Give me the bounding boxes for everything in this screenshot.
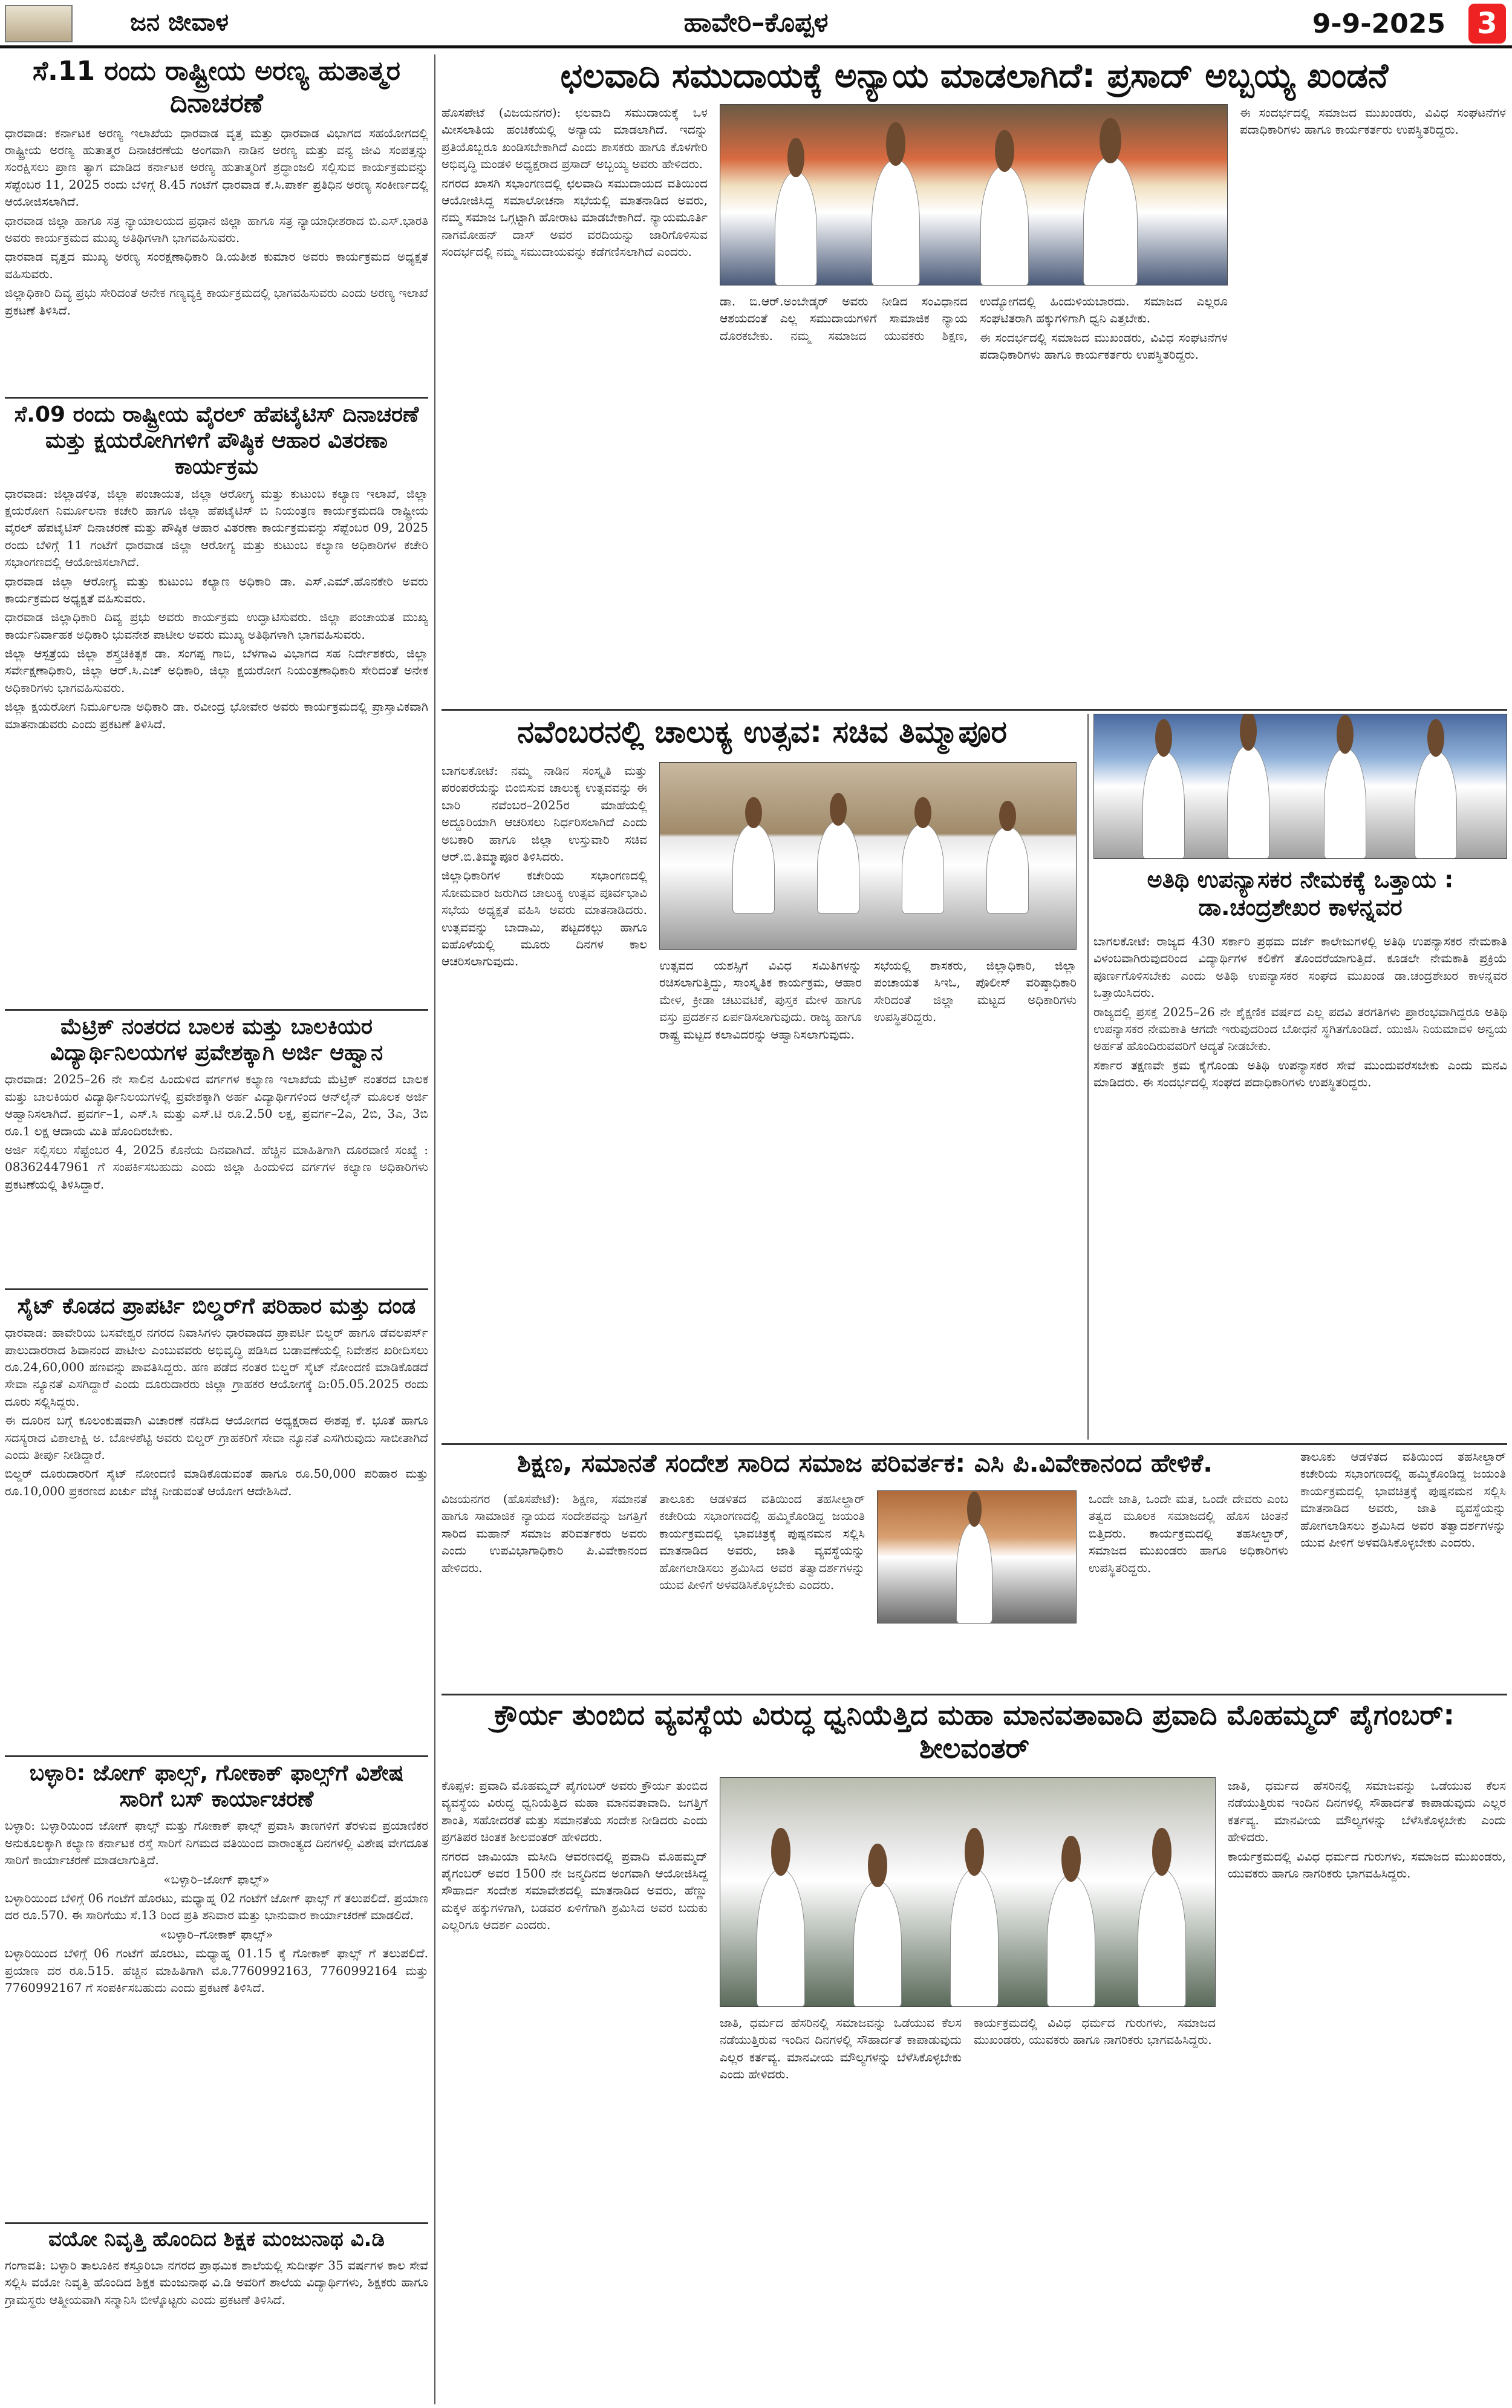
article-chalukya bbox=[442, 714, 1083, 1440]
paragraph: ಧಾರವಾಡ ಜಿಲ್ಲಾಧಿಕಾರಿ ದಿವ್ಯ ಪ್ರಭು ಅವರು ಕಾರ್ಯಕ್ರಮ ಉದ್ಘಾಟಿಸುವರು. ಜಿಲ್ಲಾ ಪಂಚಾಯತ ಮುಖ್ಯ ಕಾರ್ಯನಿರ್ವಾಹಕ ಅಧಿಕಾರಿ ಭುವನೇಶ ಪಾಟೀಲ ಅವರು ಮುಖ್ಯ ಅತಿಥಿಗಳಾಗಿ ಭಾಗವಹಿಸುವರು. bbox=[5, 610, 428, 642]
article-body-left bbox=[442, 104, 708, 703]
paragraph: ಬಳ್ಳಾರಿಯಿಂದ ಬೆಳಿಗ್ಗೆ 06 ಗಂಟೆಗೆ ಹೊರಟು, ಮಧ್ಯಾಹ್ನ 01.15 ಕ್ಕೆ ಗೋಕಾಕ್ ಫಾಲ್ಸ್ ಗೆ ತಲುಪಲಿದೆ. ಪ್ರಯಾಣ ದರ ರೂ.515. ಹೆಚ್ಚಿನ ಮಾಹಿತಿಗಾಗಿ ಮೊ.7760992163, 7760992164 ಮತ್ತು 7760992167 ಗೆ ಸಂಪರ್ಕಿಸಬಹುದು ಎಂದು ಪ್ರಕಟಣೆ ತಿಳಿಸಿದೆ. bbox=[5, 1946, 428, 1995]
article-body bbox=[1093, 933, 1507, 1435]
photo-gathering bbox=[720, 1777, 1216, 2007]
page-number: 3 bbox=[1468, 4, 1506, 44]
headline: ಮೆಟ್ರಿಕ್ ನಂತರದ ಬಾಲಕ ಮತ್ತು ಬಾಲಕಿಯರ ವಿದ್ಯಾರ್ಥಿನಿಲಯಗಳ ಪ್ರವೇಶಕ್ಕಾಗಿ ಅರ್ಜಿ ಆಹ್ವಾನ bbox=[50, 1014, 383, 1066]
paragraph: ಬಾಗಲಕೋಟೆ: ರಾಜ್ಯದ 430 ಸರ್ಕಾರಿ ಪ್ರಥಮ ದರ್ಜೆ ಕಾಲೇಜುಗಳಲ್ಲಿ ಅತಿಥಿ ಉಪನ್ಯಾಸಕರ ನೇಮಕಾತಿ ವಿಳಂಬವಾಗಿರುವುದರಿಂದ ವಿದ್ಯಾರ್ಥಿಗಳ ಕಲಿಕೆಗೆ ತೊಂದರೆಯಾಗುತ್ತಿದೆ. ಕೂಡಲೇ ನೇಮಕಾತಿ ಪ್ರಕ್ರಿಯೆ ಪೂರ್ಣಗೊಳಿಸಬೇಕು ಎಂದು ಅತಿಥಿ ಉಪನ್ಯಾಸಕರ ಸಂಘದ ಮುಖಂಡ ಡಾ.ಚಂದ್ರಶೇಖರ ಕಾಳನ್ನವರ ಒತ್ತಾಯಿಸಿದರು. bbox=[1093, 934, 1507, 1000]
divider bbox=[5, 397, 428, 399]
newspaper-name: ಜನ ಜೀವಾಳ bbox=[130, 8, 229, 36]
headline: ಬಳ್ಳಾರಿ: ಜೋಗ್ ಫಾಲ್ಸ್, ಗೋಕಾಕ್ ಫಾಲ್ಸ್‌ಗೆ ವಿಶೇಷ ಸಾರಿಗೆ ಬಸ್ ಕಾರ್ಯಾಚರಣೆ bbox=[29, 1761, 404, 1812]
divider bbox=[442, 1443, 1507, 1445]
headline: ಕ್ರೌರ್ಯ ತುಂಬಿದ ವ್ಯವಸ್ಥೆಯ ವಿರುದ್ಧ ಧ್ವನಿಯೆತ್ತಿದ ಮಹಾ ಮಾನವತಾವಾದಿ ಪ್ರವಾದಿ ಮೊಹಮ್ಮದ್ ಪೈಗಂಬರ್: ಶೀಲವಂತರ್ bbox=[494, 1698, 1455, 1765]
paragraph: ಕಾರ್ಯಕ್ರಮದಲ್ಲಿ ವಿವಿಧ ಧರ್ಮದ ಗುರುಗಳು, ಸಮಾಜದ ಮುಖಂಡರು, ಯುವಕರು ಹಾಗೂ ನಾಗರಿಕರು ಭಾಗವಹಿಸಿದ್ದರು. bbox=[1228, 1848, 1506, 1881]
paragraph: ರಾಜ್ಯದಲ್ಲಿ ಪ್ರಸಕ್ತ 2025–26 ನೇ ಶೈಕ್ಷಣಿಕ ವರ್ಷದ ಎಲ್ಲ ಪದವಿ ತರಗತಿಗಳು ಪ್ರಾರಂಭವಾಗಿದ್ದರೂ ಅತಿಥಿ ಉಪನ್ಯಾಸಕರ ನೇಮಕಾತಿ ಆಗದೇ ಇರುವುದರಿಂದ ಬೋಧನೆ ಸ್ಥಗಿತಗೊಂಡಿದೆ. ಯುಜಿಸಿ ನಿಯಮಾವಳಿ ಅನ್ವಯ ಅರ್ಹತೆ ಹೊಂದಿರುವವರಿಗೆ ಆದ್ಯತೆ ನೀಡಬೇಕು. bbox=[1093, 1004, 1507, 1054]
paragraph: ತಾಲೂಕು ಆಡಳಿತದ ವತಿಯಿಂದ ತಹಸೀಲ್ದಾರ್ ಕಚೇರಿಯ ಸಭಾಂಗಣದಲ್ಲಿ ಹಮ್ಮಿಕೊಂಡಿದ್ದ ಜಯಂತಿ ಕಾರ್ಯಕ್ರಮದಲ್ಲಿ ಭಾವಚಿತ್ರಕ್ಕೆ ಪುಷ್ಪನಮನ ಸಲ್ಲಿಸಿ ಮಾತನಾಡಿದ ಅವರು, ಜಾತಿ ವ್ಯವಸ್ಥೆಯನ್ನು ಹೋಗಲಾಡಿಸಲು ಶ್ರಮಿಸಿದ ಅವರ ತತ್ವಾದರ್ಶಗಳನ್ನು ಯುವ ಪೀಳಿಗೆ ಅಳವಡಿಸಿಕೊಳ್ಳಬೇಕು ಎಂದರು. bbox=[1300, 1449, 1506, 1550]
article-body-center bbox=[720, 2014, 1216, 2400]
paragraph: ಧಾರವಾಡ: ಜಿಲ್ಲಾಡಳಿತ, ಜಿಲ್ಲಾ ಪಂಚಾಯತ, ಜಿಲ್ಲಾ ಆರೋಗ್ಯ ಮತ್ತು ಕುಟುಂಬ ಕಲ್ಯಾಣ ಇಲಾಖೆ, ಜಿಲ್ಲಾ ಕ್ಷಯರೋಗ ನಿರ್ಮೂಲನಾ ಕಚೇರಿ ಹಾಗೂ ಜಿಲ್ಲಾ ಹೆಪಟೈಟಿಸ್ ಬಿ ನಿಯಂತ್ರಣ ಕಾರ್ಯಕ್ರಮದಡಿ ರಾಷ್ಟ್ರೀಯ ವೈರಲ್ ಹೆಪಟೈಟಿಸ್ ದಿನಾಚರಣೆ ಮತ್ತು ಪೌಷ್ಠಿಕ ಆಹಾರ ವಿತರಣಾ ಕಾರ್ಯಕ್ರಮವನ್ನು ಸೆಪ್ಟೆಂಬರ 09, 2025 ರಂದು ಬೆಳಿಗ್ಗೆ 11 ಗಂಟೆಗೆ ಧಾರವಾಡ ಜಿಲ್ಲಾ ಆರೋಗ್ಯ ಮತ್ತು ಕುಟುಂಬ ಕಲ್ಯಾಣ ಅಧಿಕಾರಿಗಳ ಕಚೇರಿ ಸಭಾಂಗಣದಲ್ಲಿ ಆಯೋಜಿಸಲಾಗಿದೆ. bbox=[5, 486, 428, 570]
paragraph: ಉತ್ಸವದ ಯಶಸ್ಸಿಗೆ ವಿವಿಧ ಸಮಿತಿಗಳನ್ನು ರಚಿಸಲಾಗುತ್ತಿದ್ದು, ಸಾಂಸ್ಕೃತಿಕ ಕಾರ್ಯಕ್ರಮ, ಆಹಾರ ಮೇಳ, ಕ್ರೀಡಾ ಚಟುವಟಿಕೆ, ಪುಸ್ತಕ ಮೇಳ ಹಾಗೂ ವಸ್ತು ಪ್ರದರ್ಶನ ಏರ್ಪಡಿಸಲಾಗುವುದು. ರಾಜ್ಯ ಹಾಗೂ ರಾಷ್ಟ್ರ ಮಟ್ಟದ ಕಲಾವಿದರನ್ನು ಆಹ್ವಾನಿಸಲಾಗುವುದು. bbox=[659, 958, 862, 1042]
article-body-center bbox=[1089, 1490, 1288, 1684]
paragraph: ನಗರದ ಜಾಮಿಯಾ ಮಸೀದಿ ಆವರಣದಲ್ಲಿ ಪ್ರವಾದಿ ಮೊಹಮ್ಮದ್ ಪೈಗಂಬರ್ ಅವರ 1500 ನೇ ಜನ್ಮದಿನದ ಅಂಗವಾಗಿ ಆಯೋಜಿಸಿದ್ದ ಸೌಹಾರ್ದ ಸಂದೇಶ ಸಮಾವೇಶದಲ್ಲಿ ಮಾತನಾಡಿದ ಅವರು, ಹೆಣ್ಣು ಮಕ್ಕಳ ಹಕ್ಕುಗಳಿಗಾಗಿ, ಬಡವರ ಏಳಿಗೆಗಾಗಿ ಶ್ರಮಿಸಿದ ಅವರ ಬದುಕು ಎಲ್ಲರಿಗೂ ಆದರ್ಶ ಎಂದರು. bbox=[442, 1848, 708, 1933]
section-title: ಹಾವೇರಿ–ಕೊಪ್ಪಳ bbox=[683, 7, 829, 38]
article-body-left bbox=[442, 762, 647, 1434]
article-body-right bbox=[1228, 1777, 1506, 2400]
column-divider bbox=[434, 54, 435, 2404]
paragraph: ಜಾತಿ, ಧರ್ಮದ ಹೆಸರಿನಲ್ಲಿ ಸಮಾಜವನ್ನು ಒಡೆಯುವ ಕೆಲಸ ನಡೆಯುತ್ತಿರುವ ಇಂದಿನ ದಿನಗಳಲ್ಲಿ ಸೌಹಾರ್ದತೆ ಕಾಪಾಡುವುದು ಎಲ್ಲರ ಕರ್ತವ್ಯ. ಮಾನವೀಯ ಮೌಲ್ಯಗಳನ್ನು ಬೆಳೆಸಿಕೊಳ್ಳಬೇಕು ಎಂದು ಹೇಳಿದರು. bbox=[1228, 1778, 1506, 1845]
headline: ನವೆಂಬರನಲ್ಲಿ ಚಾಲುಕ್ಯ ಉತ್ಸವ: ಸಚಿವ ತಿಮ್ಮಾಪೂರ bbox=[517, 714, 1007, 749]
article-retire bbox=[5, 2227, 428, 2403]
paragraph: ಈ ಸಂದರ್ಭದಲ್ಲಿ ಸಮಾಜದ ಮುಖಂಡರು, ವಿವಿಧ ಸಂಘಟನೆಗಳ ಪದಾಧಿಕಾರಿಗಳು ಹಾಗೂ ಕಾರ್ಯಕರ್ತರು ಉಪಸ್ಥಿತರಿದ್ದರು. bbox=[1240, 105, 1506, 137]
headline: ವಯೋ ನಿವೃತ್ತಿ ಹೊಂದಿದ ಶಿಕ್ಷಕ ಮಂಜುನಾಥ ವಿ.ಡಿ bbox=[48, 2227, 385, 2251]
divider bbox=[5, 1288, 428, 1290]
paragraph: ವಿಜಯನಗರ (ಹೊಸಪೇಟೆ): ಶಿಕ್ಷಣ, ಸಮಾನತೆ ಹಾಗೂ ಸಾಮಾಜಿಕ ನ್ಯಾಯದ ಸಂದೇಶವನ್ನು ಜಗತ್ತಿಗೆ ಸಾರಿದ ಮಹಾನ್ ಸಮಾಜ ಪರಿವರ್ತಕರು ಅವರು ಎಂದು ಉಪವಿಭಾಗಾಧಿಕಾರಿ ಪಿ.ವಿವೇಕಾನಂದ ಹೇಳಿದರು. bbox=[442, 1492, 647, 1575]
headline: ಸೆ.11 ರಂದು ರಾಷ್ಟ್ರೀಯ ಅರಣ್ಯ ಹುತಾತ್ಮರ ದಿನಾಚರಣೆ bbox=[33, 56, 400, 119]
article-body-left bbox=[442, 1490, 865, 1684]
paragraph: ಗಂಗಾವತಿ: ಬಳ್ಳಾರಿ ತಾಲೂಕಿನ ಕಸ್ತೂರಿಬಾ ನಗರದ ಪ್ರಾಥಮಿಕ ಶಾಲೆಯಲ್ಲಿ ಸುದೀರ್ಘ 35 ವರ್ಷಗಳ ಕಾಲ ಸೇವೆ ಸಲ್ಲಿಸಿ ವಯೋ ನಿವೃತ್ತಿ ಹೊಂದಿದ ಶಿಕ್ಷಕ ಮಂಜುನಾಥ ವಿ.ಡಿ ಅವರಿಗೆ ಶಾಲೆಯ ವಿದ್ಯಾರ್ಥಿಗಳು, ಶಿಕ್ಷಕರು ಹಾಗೂ ಗ್ರಾಮಸ್ಥರು ಆತ್ಮೀಯವಾಗಿ ಸನ್ಮಾನಿಸಿ ಬೀಳ್ಕೊಟ್ಟರು ಎಂದು ಪ್ರಕಟಣೆ ತಿಳಿಸಿದೆ. bbox=[5, 2257, 428, 2307]
paragraph: ಒಂದೇ ಜಾತಿ, ಒಂದೇ ಮತ, ಒಂದೇ ದೇವರು ಎಂಬ ತತ್ವದ ಮೂಲಕ ಸಮಾಜದಲ್ಲಿ ಹೊಸ ಚಿಂತನೆ ಬಿತ್ತಿದರು. ಕಾರ್ಯಕ್ರಮದಲ್ಲಿ ತಹಸೀಲ್ದಾರ್, ಸಮಾಜದ ಮುಖಂಡರು ಹಾಗೂ ಅಧಿಕಾರಿಗಳು ಉಪಸ್ಥಿತರಿದ್ದರು. bbox=[1089, 1492, 1288, 1575]
article-body bbox=[5, 1817, 428, 1996]
article-body-center bbox=[720, 293, 1228, 704]
paragraph: ಧಾರವಾಡ ಜಿಲ್ಲಾ ಆರೋಗ್ಯ ಮತ್ತು ಕುಟುಂಬ ಕಲ್ಯಾಣ ಅಧಿಕಾರಿ ಡಾ. ಎಸ್.ಎಮ್.ಹೊನಕೇರಿ ಅವರು ಕಾರ್ಯಕ್ರಮದ ಅಧ್ಯಕ್ಷತೆ ವಹಿಸುವರು. bbox=[5, 573, 428, 605]
article-body bbox=[5, 1324, 428, 1499]
paragraph: ಬಾಗಲಕೋಟೆ: ನಮ್ಮ ನಾಡಿನ ಸಂಸ್ಕೃತಿ ಮತ್ತು ಪರಂಪರೆಯನ್ನು ಬಿಂಬಿಸುವ ಚಾಲುಕ್ಯ ಉತ್ಸವವನ್ನು ಈ ಬಾರಿ ನವೆಂಬರ–2025ರ ಮಾಹೆಯಲ್ಲಿ ಅದ್ದೂರಿಯಾಗಿ ಆಚರಿಸಲು ನಿರ್ಧರಿಸಲಾಗಿದೆ ಎಂದು ಅಬಕಾರಿ ಹಾಗೂ ಜಿಲ್ಲಾ ಉಸ್ತುವಾರಿ ಸಚಿವ ಆರ್.ಬಿ.ತಿಮ್ಮಾಪೂರ ತಿಳಿಸಿದರು. bbox=[442, 763, 647, 864]
article-hepatitis bbox=[5, 402, 428, 1007]
photo-memorandum bbox=[1093, 714, 1507, 859]
divider bbox=[5, 1009, 428, 1011]
headline: ಸೆ.09 ರಂದು ರಾಷ್ಟ್ರೀಯ ವೈರಲ್ ಹೆಪಟೈಟಿಸ್ ದಿನಾಚರಣೆ ಮತ್ತು ಕ್ಷಯರೋಗಿಗಳಿಗೆ ಪೌಷ್ಠಿಕ ಆಹಾರ ವಿತರಣಾ ಕಾರ್ಯಕ್ರಮ bbox=[14, 402, 419, 480]
article-prophet bbox=[442, 1698, 1507, 2403]
article-body-left bbox=[442, 1777, 708, 2400]
headline: ಛಲವಾದಿ ಸಮುದಾಯಕ್ಕೆ ಅನ್ಯಾಯ ಮಾಡಲಾಗಿದೆ: ಪ್ರಸಾದ್ ಅಬ್ಬಯ್ಯ ಖಂಡನೆ bbox=[560, 56, 1389, 96]
article-body-right bbox=[1300, 1448, 1506, 1684]
article-guest bbox=[1093, 714, 1507, 1440]
article-bus bbox=[5, 1760, 428, 2220]
paragraph: ಧಾರವಾಡ: ಹಾವೇರಿಯ ಬಸವೇಶ್ವರ ನಗರದ ನಿವಾಸಿಗಳು ಧಾರವಾಡದ ಪ್ರಾಪರ್ಟಿ ಬಿಲ್ಡರ್ ಹಾಗೂ ಡೆವಲಪರ್ಸ್ ಪಾಲುದಾರರಾದ ಶಿವಾನಂದ ಪಾಟೀಲ ಎಂಬುವವರು ಅಭಿವೃದ್ಧಿ ಪಡಿಸಿದ ಬಡಾವಣೆಯಲ್ಲಿ ನಿವೇಶನ ಖರೀದಿಸಲು ರೂ.24,60,000 ಹಣವನ್ನು ಪಾವತಿಸಿದ್ದರು. ಹಣ ಪಡೆದ ನಂತರ ಬಿಲ್ಡರ್ ಸೈಟ್ ನೋಂದಣಿ ಮಾಡಿಕೊಡದೆ ಸೇವಾ ನ್ಯೂನತೆ ಎಸಗಿದ್ದಾರೆ ಎಂದು ದೂರುದಾರರು ಜಿಲ್ಲಾ ಗ್ರಾಹಕರ ಆಯೋಗಕ್ಕೆ ದಿ:05.05.2025 ರಂದು ದೂರು ಸಲ್ಲಿಸಿದ್ದರು. bbox=[5, 1325, 428, 1409]
paragraph: ಧಾರವಾಡ ವೃತ್ತದ ಮುಖ್ಯ ಅರಣ್ಯ ಸಂರಕ್ಷಣಾಧಿಕಾರಿ ಡಿ.ಯತೀಶ ಕುಮಾರ ಅವರು ಕಾರ್ಯಕ್ರಮದ ಅಧ್ಯಕ್ಷತೆ ವಹಿಸುವರು. bbox=[5, 249, 428, 281]
paragraph: ಈ ದೂರಿನ ಬಗ್ಗೆ ಕೂಲಂಕುಷವಾಗಿ ವಿಚಾರಣೆ ನಡೆಸಿದ ಆಯೋಗದ ಅಧ್ಯಕ್ಷರಾದ ಈಶಪ್ಪ ಕೆ. ಭೂತೆ ಹಾಗೂ ಸದಸ್ಯರಾದ ವಿಶಾಲಾಕ್ಷಿ ಅ. ಬೋಳಶೆಟ್ಟಿ ಅವರು ಬಿಲ್ಡರ್ ಗ್ರಾಹಕರಿಗೆ ಸೇವಾ ನ್ಯೂನತೆ ಎಸಗಿರುವುದು ಸಾಬೀತಾಗಿದೆ ಎಂದು ತೀರ್ಪು ನೀಡಿದ್ದಾರೆ. bbox=[5, 1413, 428, 1462]
column-divider bbox=[1087, 714, 1089, 1440]
paragraph: ಜಿಲ್ಲಾಧಿಕಾರಿಗಳ ಕಚೇರಿಯ ಸಭಾಂಗಣದಲ್ಲಿ ಸೋಮವಾರ ಜರುಗಿದ ಚಾಲುಕ್ಯ ಉತ್ಸವ ಪೂರ್ವಭಾವಿ ಸಭೆಯ ಅಧ್ಯಕ್ಷತೆ ವಹಿಸಿ ಅವರು ಮಾತನಾಡಿದರು. ಉತ್ಸವವನ್ನು ಬಾದಾಮಿ, ಪಟ್ಟದಕಲ್ಲು ಹಾಗೂ ಐಹೊಳೆಯಲ್ಲಿ ಮೂರು ದಿನಗಳ ಕಾಲ ಆಚರಿಸಲಾಗುವುದು. bbox=[442, 868, 647, 969]
headline: ಅತಿಥಿ ಉಪನ್ಯಾಸಕರ ನೇಮಕಕ್ಕೆ ಒತ್ತಾಯ : ಡಾ.ಚಂದ್ರಶೇಖರ ಕಾಳನ್ನವರ bbox=[1147, 866, 1454, 921]
photo-ceremony bbox=[877, 1490, 1077, 1623]
masthead bbox=[0, 0, 1512, 48]
paragraph: ತಾಲೂಕು ಆಡಳಿತದ ವತಿಯಿಂದ ತಹಸೀಲ್ದಾರ್ ಕಚೇರಿಯ ಸಭಾಂಗಣದಲ್ಲಿ ಹಮ್ಮಿಕೊಂಡಿದ್ದ ಜಯಂತಿ ಕಾರ್ಯಕ್ರಮದಲ್ಲಿ ಭಾವಚಿತ್ರಕ್ಕೆ ಪುಷ್ಪನಮನ ಸಲ್ಲಿಸಿ ಮಾತನಾಡಿದ ಅವರು, ಜಾತಿ ವ್ಯವಸ್ಥೆಯನ್ನು ಹೋಗಲಾಡಿಸಲು ಶ್ರಮಿಸಿದ ಅವರ ತತ್ವಾದರ್ಶಗಳನ್ನು ಯುವ ಪೀಳಿಗೆ ಅಳವಡಿಸಿಕೊಳ್ಳಬೇಕು ಎಂದರು. bbox=[659, 1492, 865, 1592]
paragraph: ಧಾರವಾಡ ಜಿಲ್ಲಾ ಹಾಗೂ ಸತ್ರ ನ್ಯಾಯಾಲಯದ ಪ್ರಧಾನ ಜಿಲ್ಲಾ ಹಾಗೂ ಸತ್ರ ನ್ಯಾಯಾಧೀಶರಾದ ಬಿ.ಎಸ್.ಭಾರತಿ ಅವರು ಕಾರ್ಯಕ್ರಮದ ಮುಖ್ಯ ಅತಿಥಿಗಳಾಗಿ ಭಾಗವಹಿಸುವರು. bbox=[5, 213, 428, 245]
paragraph: ಬಳ್ಳಾರಿಯಿಂದ ಬೆಳಿಗ್ಗೆ 06 ಗಂಟೆಗೆ ಹೊರಟು, ಮಧ್ಯಾಹ್ನ 02 ಗಂಟೆಗೆ ಜೋಗ್ ಫಾಲ್ಸ್ ಗೆ ತಲುಪಲಿದೆ. ಪ್ರಯಾಣ ದರ ರೂ.570. ಈ ಸಾರಿಗೆಯು ಸೆ.13 ರಿಂದ ಪ್ರತಿ ಶನಿವಾರ ಮತ್ತು ಭಾನುವಾರ ಕಾರ್ಯಾಚರಣೆ ಮಾಡಲಿದೆ. bbox=[5, 1890, 428, 1923]
article-builder bbox=[5, 1293, 428, 1753]
paragraph: ಕಾರ್ಯಕ್ರಮದಲ್ಲಿ ವಿವಿಧ ಧರ್ಮದ ಗುರುಗಳು, ಸಮಾಜದ ಮುಖಂಡರು, ಯುವಕರು ಹಾಗೂ ನಾಗರಿಕರು ಭಾಗವಹಿಸಿದ್ದರು. bbox=[974, 2015, 1216, 2047]
divider bbox=[5, 1755, 428, 1757]
article-prasad bbox=[442, 56, 1507, 706]
paragraph: ಧಾರವಾಡ: 2025–26 ನೇ ಸಾಲಿನ ಹಿಂದುಳಿದ ವರ್ಗಗಳ ಕಲ್ಯಾಣ ಇಲಾಖೆಯ ಮೆಟ್ರಿಕ್ ನಂತರದ ಬಾಲಕ ಮತ್ತು ಬಾಲಕಿಯರ ವಿದ್ಯಾರ್ಥಿನಿಲಯಗಳಲ್ಲಿ ಪ್ರವೇಶಕ್ಕಾಗಿ ಅರ್ಹ ವಿದ್ಯಾರ್ಥಿಗಳಿಂದ ಆನ್‌ಲೈನ್ ಮೂಲಕ ಅರ್ಜಿ ಆಹ್ವಾನಿಸಲಾಗಿದೆ. ಪ್ರವರ್ಗ–1, ಎಸ್.ಸಿ ಮತ್ತು ಎಸ್.ಟಿ ರೂ.2.50 ಲಕ್ಷ, ಪ್ರವರ್ಗ–2ಎ, 2ಬಿ, 3ಎ, 3ಬಿ ರೂ.1 ಲಕ್ಷ ಆದಾಯ ಮಿತಿ ಹೊಂದಿರಬೇಕು. bbox=[5, 1072, 428, 1138]
paragraph: ಧಾರವಾಡ: ಕರ್ನಾಟಕ ಅರಣ್ಯ ಇಲಾಖೆಯ ಧಾರವಾಡ ವೃತ್ತ ಮತ್ತು ಧಾರವಾಡ ವಿಭಾಗದ ಸಹಯೋಗದಲ್ಲಿ ರಾಷ್ಟ್ರೀಯ ಅರಣ್ಯ ಹುತಾತ್ಮರ ದಿನಾಚರಣೆಯ ಅಂಗವಾಗಿ ನಾಡಿನ ಅರಣ್ಯ ಮತ್ತು ವನ್ಯ ಜೀವಿ ಸಂಪತ್ತನ್ನು ಸಂರಕ್ಷಿಸಲು ಪ್ರಾಣ ತ್ಯಾಗ ಮಾಡಿದ ಕರ್ನಾಟಕ ಅರಣ್ಯ ಹುತಾತ್ಮರಿಗೆ ಶ್ರದ್ಧಾಂಜಲಿ ಸಲ್ಲಿಸುವ ಕಾರ್ಯಕ್ರಮವನ್ನು ಸೆಪ್ಟೆಂಬರ 11, 2025 ರಂದು ಬೆಳಿಗ್ಗೆ 8.45 ಗಂಟೆಗೆ ಧಾರವಾಡ ಕೆ.ಸಿ.ಪಾರ್ಕ ಪ್ರತಿಧಿನ ಅರಣ್ಯ ಸಂಕೀರ್ಣದಲ್ಲಿ ಆಯೋಜಿಸಲಾಗಿದೆ. bbox=[5, 125, 428, 209]
article-body bbox=[5, 125, 428, 319]
paragraph: ಕೊಪ್ಪಳ: ಪ್ರವಾದಿ ಮೊಹಮ್ಮದ್ ಪೈಗಂಬರ್ ಅವರು ಕ್ರೌರ್ಯ ತುಂಬಿದ ವ್ಯವಸ್ಥೆಯ ವಿರುದ್ಧ ಧ್ವನಿಯೆತ್ತಿದ ಮಹಾ ಮಾನವತಾವಾದಿ. ಜಗತ್ತಿಗೆ ಶಾಂತಿ, ಸಹೋದರತೆ ಮತ್ತು ಸಮಾನತೆಯ ಸಂದೇಶ ನೀಡಿದರು ಎಂದು ಪ್ರಗತಿಪರ ಚಿಂತಕ ಶೀಲವಂತರ್ ಹೇಳಿದರು. bbox=[442, 1778, 708, 1845]
paragraph: «ಬಳ್ಳಾರಿ–ಜೋಗ್ ಫಾಲ್ಸ್» bbox=[163, 1871, 270, 1887]
paragraph: ಸಭೆಯಲ್ಲಿ ಶಾಸಕರು, ಜಿಲ್ಲಾಧಿಕಾರಿ, ಜಿಲ್ಲಾ ಪಂಚಾಯತ ಸಿಇಓ, ಪೊಲೀಸ್ ವರಿಷ್ಠಾಧಿಕಾರಿ ಸೇರಿದಂತೆ ಜಿಲ್ಲಾ ಮಟ್ಟದ ಅಧಿಕಾರಿಗಳು ಉಪಸ್ಥಿತರಿದ್ದರು. bbox=[874, 958, 1077, 1025]
paragraph: ಅರ್ಜಿ ಸಲ್ಲಿಸಲು ಸೆಪ್ಟೆಂಬರ 4, 2025 ಕೊನೆಯ ದಿನವಾಗಿದೆ. ಹೆಚ್ಚಿನ ಮಾಹಿತಿಗಾಗಿ ದೂರವಾಣಿ ಸಂಖ್ಯೆ : 08362447961 ಗೆ ಸಂಪರ್ಕಿಸಬಹುದು ಎಂದು ಜಿಲ್ಲಾ ಹಿಂದುಳಿದ ವರ್ಗಗಳ ಕಲ್ಯಾಣ ಅಧಿಕಾರಿಗಳು ಪ್ರಕಟಣೆಯಲ್ಲಿ ತಿಳಿಸಿದ್ದಾರೆ. bbox=[5, 1142, 428, 1192]
divider bbox=[442, 709, 1507, 711]
paragraph: ನಗರದ ಖಾಸಗಿ ಸಭಾಂಗಣದಲ್ಲಿ ಛಲವಾದಿ ಸಮುದಾಯದ ವತಿಯಿಂದ ಆಯೋಜಿಸಿದ್ದ ಸಮಾಲೋಚನಾ ಸಭೆಯಲ್ಲಿ ಮಾತನಾಡಿದ ಅವರು, ನಮ್ಮ ಸಮಾಜ ಒಗ್ಗಟ್ಟಾಗಿ ಹೋರಾಟ ಮಾಡಬೇಕಾಗಿದೆ. ನ್ಯಾಯಮೂರ್ತಿ ನಾಗಮೋಹನ್ ದಾಸ್ ಅವರ ವರದಿಯನ್ನು ಜಾರಿಗೊಳಿಸುವ ಸಂದರ್ಭದಲ್ಲಿ ನಮ್ಮ ಸಮುದಾಯವನ್ನು ಕಡೆಗಣಿಸಲಾಗಿದೆ ಎಂದರು. bbox=[442, 175, 708, 259]
paragraph: ಬಿಲ್ಡರ್ ದೂರುದಾರರಿಗೆ ಸೈಟ್ ನೋಂದಣಿ ಮಾಡಿಕೊಡುವಂತೆ ಹಾಗೂ ರೂ.50,000 ಪರಿಹಾರ ಮತ್ತು ರೂ.10,000 ಪ್ರಕರಣದ ಖರ್ಚು ವೆಚ್ಚ ನೀಡುವಂತೆ ಆಯೋಗ ಆದೇಶಿಸಿದೆ. bbox=[5, 1466, 428, 1498]
paragraph: «ಬಳ್ಳಾರಿ–ಗೋಕಾಕ್ ಫಾಲ್ಸ್» bbox=[160, 1927, 273, 1942]
paragraph: ಜಾತಿ, ಧರ್ಮದ ಹೆಸರಿನಲ್ಲಿ ಸಮಾಜವನ್ನು ಒಡೆಯುವ ಕೆಲಸ ನಡೆಯುತ್ತಿರುವ ಇಂದಿನ ದಿನಗಳಲ್ಲಿ ಸೌಹಾರ್ದತೆ ಕಾಪಾಡುವುದು ಎಲ್ಲರ ಕರ್ತವ್ಯ. ಮಾನವೀಯ ಮೌಲ್ಯಗಳನ್ನು ಬೆಳೆಸಿಕೊಳ್ಳಬೇಕು ಎಂದು ಹೇಳಿದರು. bbox=[720, 2015, 962, 2082]
article-education bbox=[442, 1448, 1507, 1690]
divider bbox=[442, 1694, 1507, 1695]
issue-date: 9-9-2025 bbox=[1312, 8, 1445, 39]
headline: ಸೈಟ್ ಕೊಡದ ಪ್ರಾಪರ್ಟಿ ಬಿಲ್ಡರ್‌ಗೆ ಪರಿಹಾರ ಮತ್ತು ದಂಡ bbox=[17, 1294, 416, 1319]
divider bbox=[5, 2222, 428, 2224]
paragraph: ಜಿಲ್ಲಾ ಕ್ಷಯರೋಗ ನಿರ್ಮೂಲನಾ ಅಧಿಕಾರಿ ಡಾ. ರವೀಂದ್ರ ಭೋವೇರ ಅವರು ಕಾರ್ಯಕ್ರಮದಲ್ಲಿ ಪ್ರಾಸ್ತಾವಿಕವಾಗಿ ಮಾತನಾಡುವರು ಎಂದು ಪ್ರಕಟಣೆ ತಿಳಿಸಿದೆ. bbox=[5, 699, 428, 731]
photo-lamp-lighting bbox=[720, 104, 1228, 286]
article-body bbox=[5, 2257, 428, 2308]
article-hostel bbox=[5, 1014, 428, 1286]
paragraph: ಬಳ್ಳಾರಿ: ಬಳ್ಳಾರಿಯಿಂದ ಜೋಗ್ ಫಾಲ್ಸ್ ಮತ್ತು ಗೋಕಾಕ್ ಫಾಲ್ಸ್ ಪ್ರವಾಸಿ ತಾಣಗಳಿಗೆ ತೆರಳುವ ಪ್ರಯಾಣಿಕರ ಅನುಕೂಲಕ್ಕಾಗಿ ಕಲ್ಯಾಣ ಕರ್ನಾಟಕ ರಸ್ತೆ ಸಾರಿಗೆ ನಿಗಮದ ವತಿಯಿಂದ ವಾರಾಂತ್ಯದ ದಿನಗಳಲ್ಲಿ ವಿಶೇಷ ವೇಗದೂತ ಸಾರಿಗೆ ಕಾರ್ಯಾಚರಣೆ ಮಾಡಲಾಗುತ್ತಿದೆ. bbox=[5, 1818, 428, 1868]
paragraph: ಈ ಸಂದರ್ಭದಲ್ಲಿ ಸಮಾಜದ ಮುಖಂಡರು, ವಿವಿಧ ಸಂಘಟನೆಗಳ ಪದಾಧಿಕಾರಿಗಳು ಹಾಗೂ ಕಾರ್ಯಕರ್ತರು ಉಪಸ್ಥಿತರಿದ್ದರು. bbox=[980, 330, 1228, 362]
paragraph: ಸರ್ಕಾರ ತಕ್ಷಣವೇ ಕ್ರಮ ಕೈಗೊಂಡು ಅತಿಥಿ ಉಪನ್ಯಾಸಕರ ಸೇವೆ ಮುಂದುವರೆಸಬೇಕು ಎಂದು ಮನವಿ ಮಾಡಿದರು. ಈ ಸಂದರ್ಭದಲ್ಲಿ ಸಂಘದ ಪದಾಧಿಕಾರಿಗಳು ಉಪಸ್ಥಿತರಿದ್ದರು. bbox=[1093, 1057, 1507, 1090]
paragraph: ಜಿಲ್ಲಾ ಆಸ್ಪತ್ರೆಯ ಜಿಲ್ಲಾ ಶಸ್ತ್ರಚಿಕಿತ್ಸಕ ಡಾ. ಸಂಗಪ್ಪ ಗಾಬಿ, ಬೆಳಗಾವಿ ವಿಭಾಗದ ಸಹ ನಿರ್ದೇಶಕರು, ಜಿಲ್ಲಾ ಸರ್ವೇಕ್ಷಣಾಧಿಕಾರಿ, ಜಿಲ್ಲಾ ಆರ್.ಸಿ.ಎಚ್ ಅಧಿಕಾರಿ, ಜಿಲ್ಲಾ ಕ್ಷಯರೋಗ ನಿಯಂತ್ರಣಾಧಿಕಾರಿ ಸೇರಿದಂತೆ ಅನೇಕ ಅಧಿಕಾರಿಗಳು ಭಾಗವಹಿಸುವರು. bbox=[5, 646, 428, 695]
headline: ಶಿಕ್ಷಣ, ಸಮಾನತೆ ಸಂದೇಶ ಸಾರಿದ ಸಮಾಜ ಪರಿವರ್ತಕ: ಎಸಿ ಪಿ.ವಿವೇಕಾನಂದ ಹೇಳಿಕೆ. bbox=[516, 1448, 1213, 1478]
article-body bbox=[5, 485, 428, 733]
photo-meeting bbox=[659, 762, 1077, 950]
article-body-right bbox=[659, 957, 1077, 1435]
article-body-right bbox=[1240, 104, 1506, 703]
article-body bbox=[5, 1071, 428, 1193]
paragraph: ಜಿಲ್ಲಾಧಿಕಾರಿ ದಿವ್ಯ ಪ್ರಭು ಸೇರಿದಂತೆ ಅನೇಕ ಗಣ್ಯವ್ಯಕ್ತಿ ಕಾರ್ಯಕ್ರಮದಲ್ಲಿ ಭಾಗವಹಿಸುವರು ಎಂದು ಅರಣ್ಯ ಇಲಾಖೆ ಪ್ರಕಟಣೆ ತಿಳಿಸಿದೆ. bbox=[5, 286, 428, 318]
article-forest bbox=[5, 56, 428, 394]
paragraph: ಡಾ. ಬಿ.ಆರ್.ಅಂಬೇಡ್ಕರ್ ಅವರು ನೀಡಿದ ಸಂವಿಧಾನದ ಆಶಯದಂತೆ ಎಲ್ಲ ಸಮುದಾಯಗಳಿಗೆ ಸಾಮಾಜಿಕ ನ್ಯಾಯ ದೊರಕಬೇಕು. ನಮ್ಮ ಸಮಾಜದ ಯುವಕರು ಶಿಕ್ಷಣ, ಉದ್ಯೋಗದಲ್ಲಿ ಹಿಂದುಳಿಯಬಾರದು. ಸಮಾಜದ ಎಲ್ಲರೂ ಸಂಘಟಿತರಾಗಿ ಹಕ್ಕುಗಳಿಗಾಗಿ ಧ್ವನಿ ಎತ್ತಬೇಕು. bbox=[720, 294, 1228, 343]
paragraph: ಹೊಸಪೇಟೆ (ವಿಜಯನಗರ): ಛಲವಾದಿ ಸಮುದಾಯಕ್ಕೆ ಒಳ ಮೀಸಲಾತಿಯ ಹಂಚಿಕೆಯಲ್ಲಿ ಅನ್ಯಾಯ ಮಾಡಲಾಗಿದೆ. ಇದನ್ನು ಪ್ರತಿಯೊಬ್ಬರೂ ಖಂಡಿಸಬೇಕಾಗಿದೆ ಎಂದು ಶಾಸಕರು ಹಾಗೂ ಕೊಳಗೇರಿ ಅಭಿವೃದ್ಧಿ ಮಂಡಳಿ ಅಧ್ಯಕ್ಷರಾದ ಪ್ರಸಾದ್ ಅಬ್ಬಯ್ಯ ಅವರು ಹೇಳಿದರು. bbox=[442, 105, 708, 172]
